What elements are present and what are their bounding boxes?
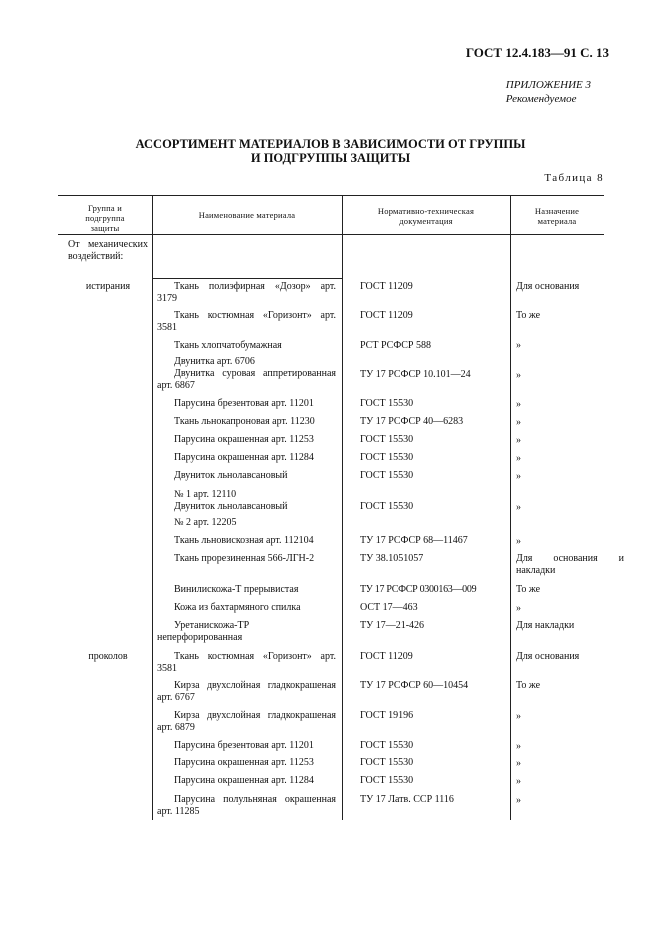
row-1-purpose: Для основания xyxy=(516,281,580,292)
row-3-material: Ткань хлопчатобумажная xyxy=(174,340,282,351)
header-group-line-1: Группа и xyxy=(88,203,122,213)
header-purpose xyxy=(510,206,604,226)
subgroup-abrasion: истирания xyxy=(85,281,131,292)
header-purpose-line-2: материала xyxy=(537,216,577,226)
row-10-purpose: » xyxy=(516,471,521,482)
row-6-doc: ГОСТ 15530 xyxy=(360,398,414,409)
row-10-material: Двуниток льнолавсановый xyxy=(174,470,288,481)
row-8-purpose: » xyxy=(516,435,521,446)
row-25-doc: ТУ 17 Латв. ССР 1116 xyxy=(360,794,454,805)
row-17-purpose: » xyxy=(516,603,521,614)
row-9-purpose: » xyxy=(516,453,521,464)
row-18-purpose: Для накладки xyxy=(516,620,575,631)
header-group-line-3: защиты xyxy=(90,223,120,233)
subgroup-puncture: проколов xyxy=(88,651,128,662)
row-2-material: Ткань костюмная «Горизонт» арт. 3581 xyxy=(157,310,336,333)
row-13-material: № 2 арт. 12205 xyxy=(174,517,237,528)
row-23-purpose: » xyxy=(516,758,521,769)
row-22-purpose: » xyxy=(516,741,521,752)
row-2-purpose: То же xyxy=(516,310,541,321)
row-14-purpose: » xyxy=(516,536,521,547)
header-document xyxy=(342,206,510,226)
row-2-doc: ГОСТ 11209 xyxy=(360,310,413,321)
row-21-material: Кирза двухслойная гладкокрашеная арт. 6879 xyxy=(157,710,336,733)
row-7-purpose: » xyxy=(516,417,521,428)
page-reference: ГОСТ 12.4.183—91 С. 13 xyxy=(465,45,609,60)
row-1-material: Ткань полиэфирная «Дозор» арт. 3179 xyxy=(157,281,336,304)
row-17-material: Кожа из бахтармяного спилка xyxy=(174,602,301,613)
row-5-material: Двунитка суровая аппретированная арт. 6867 xyxy=(157,368,336,391)
row-19-material: Ткань костюмная «Горизонт» арт. 3581 xyxy=(157,651,336,674)
column-divider-3 xyxy=(510,195,511,820)
row-15-doc: ТУ 38.1051057 xyxy=(360,553,424,564)
row-21-doc: ГОСТ 19196 xyxy=(360,710,414,721)
row-7-material: Ткань льнокапроновая арт. 11230 xyxy=(174,416,315,427)
header-group xyxy=(58,203,152,233)
row-20-material: Кирза двухслойная гладкокрашеная арт. 6767 xyxy=(157,680,336,703)
column-divider-2 xyxy=(342,195,343,820)
row-12-purpose: » xyxy=(516,502,521,513)
row-24-doc: ГОСТ 15530 xyxy=(360,775,414,786)
title-line-2: И ПОДГРУППЫ ЗАЩИТЫ xyxy=(250,151,411,165)
row-6-purpose: » xyxy=(516,399,521,410)
header-document-line-1: Нормативно-техническая xyxy=(377,206,475,216)
appendix-number: ПРИЛОЖЕНИЕ 3 xyxy=(505,79,591,91)
header-group-line-2: подгруппа xyxy=(85,213,125,223)
row-23-doc: ГОСТ 15530 xyxy=(360,757,414,768)
row-12-material: Двуниток льнолавсановый xyxy=(174,501,288,512)
row-21-purpose: » xyxy=(516,711,521,722)
row-11-material: № 1 арт. 12110 xyxy=(174,489,237,500)
group-row-rule xyxy=(152,278,342,279)
row-8-material: Парусина окрашенная арт. 11253 xyxy=(174,434,314,445)
header-material: Наименование материала xyxy=(198,210,296,220)
row-18-material: Уретанискожа-ТР неперфорированная xyxy=(157,620,250,643)
row-15-purpose: Для основания и накладки xyxy=(516,553,624,576)
row-1-doc: ГОСТ 11209 xyxy=(360,281,413,292)
row-14-doc: ТУ 17 РСФСР 68—11467 xyxy=(360,535,468,546)
row-9-material: Парусина окрашенная арт. 11284 xyxy=(174,452,314,463)
row-24-purpose: » xyxy=(516,776,521,787)
table-number: Таблица 8 xyxy=(544,172,604,184)
row-16-purpose: То же xyxy=(516,584,541,595)
row-7-doc: ТУ 17 РСФСР 40—6283 xyxy=(360,416,464,427)
row-25-purpose: » xyxy=(516,795,521,806)
row-22-doc: ГОСТ 15530 xyxy=(360,740,414,751)
row-23-material: Парусина окрашенная арт. 11253 xyxy=(174,757,314,768)
row-19-purpose: Для основания xyxy=(516,651,580,662)
appendix-note: Рекомендуемое xyxy=(505,93,577,105)
row-14-material: Ткань льновискозная арт. 112104 xyxy=(174,535,314,546)
row-5-purpose: » xyxy=(516,370,521,381)
row-16-doc: ТУ 17 РСФСР 0300163—009 xyxy=(360,584,477,595)
row-5-doc: ТУ 17 РСФСР 10.101—24 xyxy=(360,369,471,380)
row-10-doc: ГОСТ 15530 xyxy=(360,470,414,481)
row-15-material: Ткань прорезиненная 566-ЛГН-2 xyxy=(174,553,315,564)
row-16-material: Винилискожа-Т прерывистая xyxy=(174,584,299,595)
row-20-doc: ТУ 17 РСФСР 60—10454 xyxy=(360,680,469,691)
row-6-material: Парусина брезентовая арт. 11201 xyxy=(174,398,314,409)
header-document-line-2: документация xyxy=(399,216,453,226)
row-20-purpose: То же xyxy=(516,680,541,691)
row-19-doc: ГОСТ 11209 xyxy=(360,651,413,662)
header-purpose-line-1: Назначение xyxy=(534,206,580,216)
row-12-doc: ГОСТ 15530 xyxy=(360,501,414,512)
row-18-doc: ТУ 17—21-426 xyxy=(360,620,425,631)
title-line-1: АССОРТИМЕНТ МАТЕРИАЛОВ В ЗАВИСИМОСТИ ОТ ГРУППЫ xyxy=(135,137,526,151)
table-header-rule xyxy=(58,234,604,235)
row-4-material: Двунитка арт. 6706 xyxy=(174,356,255,367)
row-25-material: Парусина полульняная окрашенная арт. 11285 xyxy=(157,794,336,817)
row-24-material: Парусина окрашенная арт. 11284 xyxy=(174,775,314,786)
table-top-rule xyxy=(58,195,604,196)
row-8-doc: ГОСТ 15530 xyxy=(360,434,414,445)
row-3-doc: РСТ РСФСР 588 xyxy=(360,340,431,351)
row-3-purpose: » xyxy=(516,340,521,351)
row-17-doc: ОСТ 17—463 xyxy=(360,602,418,613)
group-label: От механических воздействий: xyxy=(68,239,148,262)
row-9-doc: ГОСТ 15530 xyxy=(360,452,414,463)
column-divider-1 xyxy=(152,195,153,820)
row-22-material: Парусина брезентовая арт. 11201 xyxy=(174,740,314,751)
